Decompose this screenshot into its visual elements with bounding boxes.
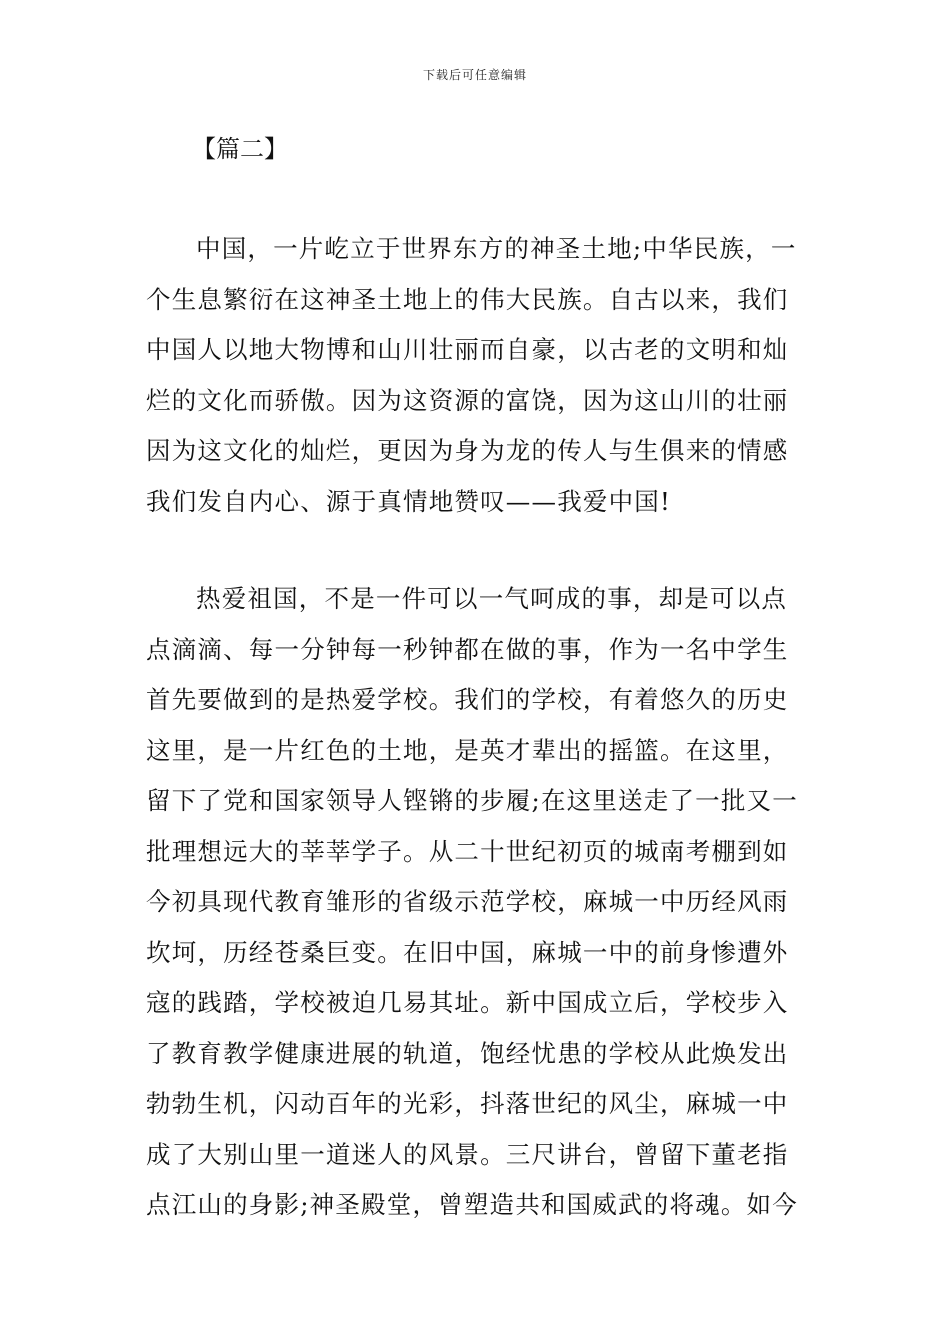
paragraph-line: 点滴滴、每一分钟每一秒钟都在做的事，作为一名中学生: [146, 634, 789, 664]
paragraph-line: 点江山的身影;神圣殿堂，曾塑造共和国威武的将魂。如今: [146, 1190, 798, 1219]
paragraph-line: 勃勃生机，闪动百年的光彩，抖落世纪的风尘，麻城一中: [146, 1089, 789, 1118]
paragraph-line: 寇的践踏，学校被迫几易其址。新中国成立后，学校步入: [146, 988, 789, 1017]
paragraph-line: 成了大别山里一道迷人的风景。三尺讲台，曾留下董老指: [146, 1139, 789, 1169]
paragraph-line: 坎坷，历经苍桑巨变。在旧中国，麻城一中的前身惨遭外: [146, 937, 789, 967]
paragraph-line: 首先要做到的是热爱学校。我们的学校，有着悠久的历史: [146, 685, 789, 714]
paragraph-1: [146, 224, 808, 527]
paragraph-line: 留下了党和国家领导人铿锵的步履;在这里送走了一批又一: [146, 786, 798, 815]
paragraph-line: 中国，一片屹立于世界东方的神圣土地;中华民族，一: [196, 234, 797, 263]
paragraph-2: [146, 574, 808, 1231]
paragraph-line: 中国人以地大物博和山川壮丽而自豪，以古老的文明和灿: [146, 335, 789, 364]
paragraph-line: 了教育教学健康进展的轨道，饱经忧患的学校从此焕发出: [146, 1038, 789, 1068]
section-title: 【篇二】: [192, 135, 288, 163]
paragraph-line: 热爱祖国，不是一件可以一气呵成的事，却是可以点: [196, 584, 788, 613]
paragraph-line: 因为这文化的灿烂，更因为身为龙的传人与生俱来的情感: [146, 436, 789, 465]
paragraph-line: 我们发自内心、源于真情地赞叹——我爱中国!: [146, 486, 672, 516]
paragraph-line: 烂的文化而骄傲。因为这资源的富饶，因为这山川的壮丽: [146, 385, 789, 415]
paragraph-line: 这里，是一片红色的土地，是英才辈出的摇篮。在这里，: [146, 735, 789, 765]
paragraph-line: 今初具现代教育雏形的省级示范学校，麻城一中历经风雨: [146, 887, 789, 916]
paragraph-line: 批理想远大的莘莘学子。从二十世纪初页的城南考棚到如: [146, 836, 789, 866]
paragraph-line: 个生息繁衍在这神圣土地上的伟大民族。自古以来，我们: [146, 284, 789, 314]
header-note: 下载后可任意编辑: [422, 68, 527, 82]
